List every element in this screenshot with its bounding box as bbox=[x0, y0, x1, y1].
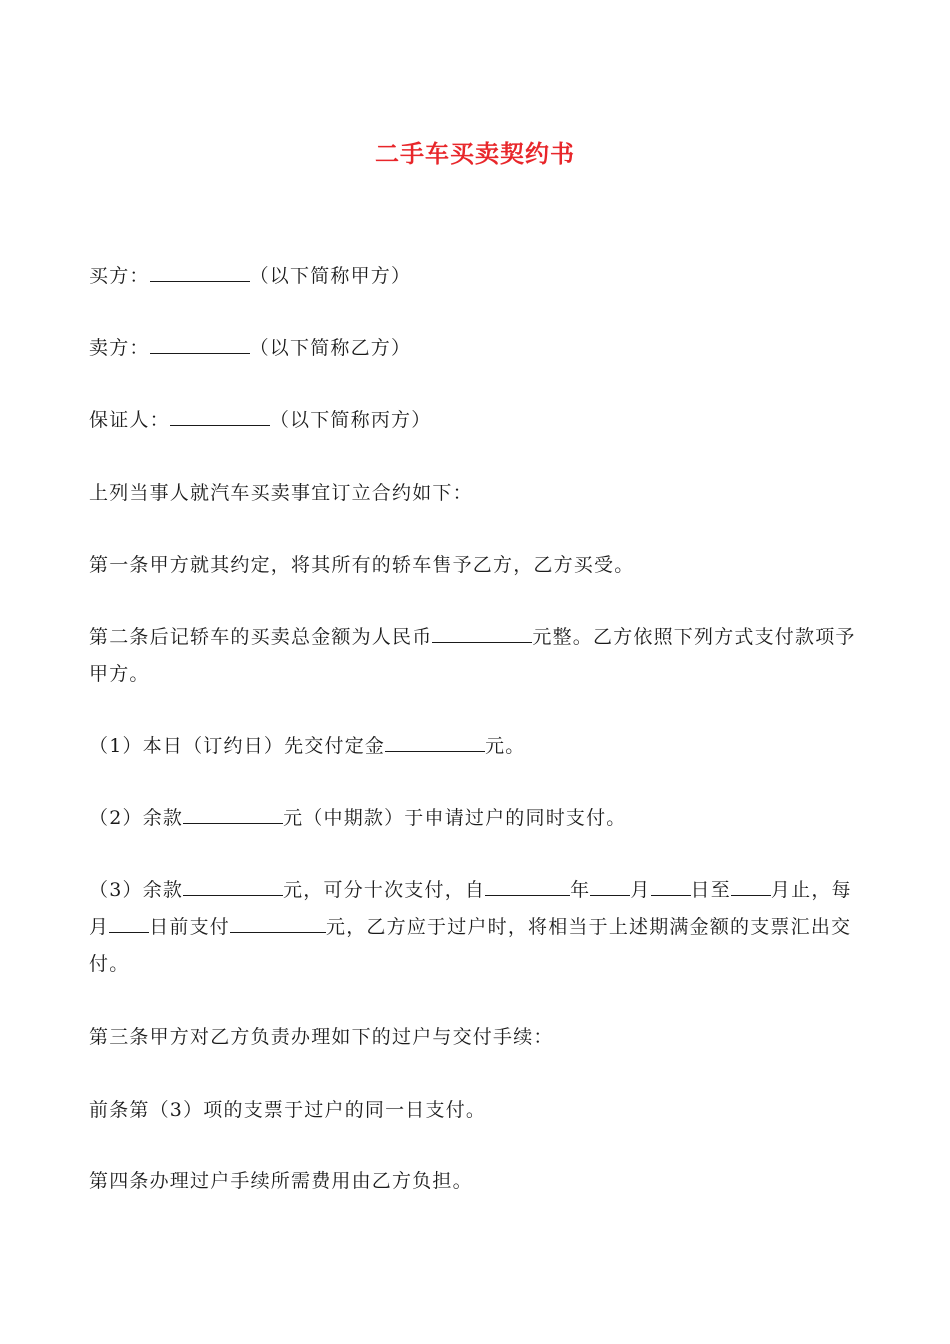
item-3-text-g: 日前支付 bbox=[149, 916, 231, 938]
item-1 bbox=[89, 728, 864, 765]
buyer-suffix: （以下简称甲方） bbox=[249, 265, 412, 287]
clause-previous-item: 前条第（3）项的支票于过户的同一日支付。 bbox=[89, 1099, 487, 1121]
guarantor-label: 保证人： bbox=[89, 409, 170, 431]
seller-line bbox=[89, 330, 864, 367]
guarantor-blank bbox=[170, 403, 270, 426]
document-title: 二手车买卖契约书 bbox=[375, 140, 575, 168]
deposit-blank bbox=[385, 729, 485, 752]
midterm-blank bbox=[183, 801, 283, 824]
item-3-text-f: 月止，每月 bbox=[89, 879, 852, 938]
item-3-text-e: 日至 bbox=[690, 879, 731, 901]
guarantor-line bbox=[89, 402, 864, 439]
month-blank bbox=[590, 873, 630, 896]
monthly-day-blank bbox=[109, 910, 149, 933]
buyer-label: 买方： bbox=[89, 265, 150, 287]
article-2 bbox=[89, 619, 864, 693]
day-blank bbox=[651, 873, 691, 896]
item-2 bbox=[89, 800, 864, 837]
item-2-text-b: 元（中期款）于申请过户的同时支付。 bbox=[283, 807, 627, 829]
article-3: 第三条甲方对乙方负责办理如下的过户与交付手续： bbox=[89, 1026, 554, 1048]
total-amount-blank bbox=[432, 620, 532, 643]
item-1-text-a: （1）本日（订约日）先交付定金 bbox=[89, 735, 386, 757]
buyer-blank bbox=[150, 259, 250, 282]
seller-suffix: （以下简称乙方） bbox=[249, 337, 412, 359]
item-1-text-b: 元。 bbox=[485, 735, 526, 757]
seller-label: 卖方： bbox=[89, 337, 150, 359]
year-blank bbox=[485, 873, 570, 896]
guarantor-suffix: （以下简称丙方） bbox=[269, 409, 432, 431]
monthly-amount-blank bbox=[230, 910, 326, 933]
article-2-text-a: 第二条后记轿车的买卖总金额为人民币 bbox=[89, 626, 433, 648]
article-4: 第四条办理过户手续所需费用由乙方负担。 bbox=[89, 1170, 473, 1192]
article-2-text-b: 元整。乙方依照下列方式支付款项予甲方。 bbox=[89, 626, 856, 685]
item-3-text-b: 元，可分十次支付，自 bbox=[283, 879, 486, 901]
intro-paragraph: 上列当事人就汽车买卖事宜订立合约如下： bbox=[89, 482, 473, 504]
end-month-blank bbox=[731, 873, 771, 896]
buyer-line bbox=[89, 258, 864, 295]
item-3 bbox=[89, 872, 864, 983]
item-3-text-c: 年 bbox=[570, 879, 591, 901]
item-2-text-a: （2）余款 bbox=[89, 807, 184, 829]
article-1: 第一条甲方就其约定，将其所有的轿车售予乙方，乙方买受。 bbox=[89, 554, 635, 576]
item-3-text-d: 月 bbox=[630, 879, 651, 901]
item-3-text-h: 元，乙方应于过户时，将相当于上述期满金额的支票汇出交付。 bbox=[89, 916, 852, 975]
item-3-text-a: （3）余款 bbox=[89, 879, 184, 901]
seller-blank bbox=[150, 331, 250, 354]
balance-blank bbox=[183, 873, 283, 896]
